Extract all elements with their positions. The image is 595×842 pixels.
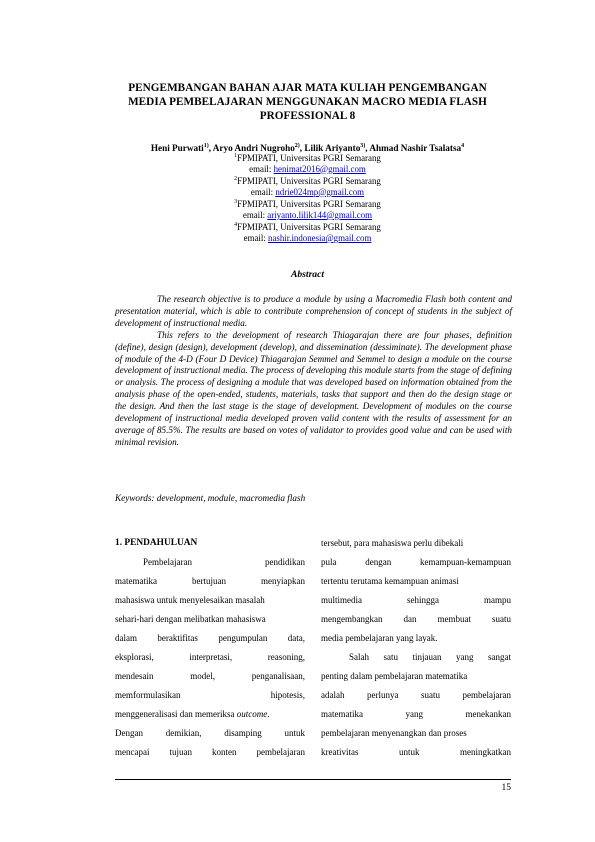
section-heading: 1. PENDAHULUAN: [115, 538, 198, 548]
left-column: [115, 534, 305, 762]
body-line: pembelajaran menyenangkan dan proses: [321, 728, 467, 738]
aff-1-institution: FPMIPATI, Universitas PGRI Semarang: [237, 152, 381, 163]
abstract-paragraph-2: This refers to the development of research Thiagarajan there are four phases, definition (define), design (design), development (develop), and dissemination (dessiminate). The development phase of module of the 4-D (Four D Device) Thiagarajan Semmel and Semmel to design a module on the course development of instructional media. The process of developing this module starts from the stage of defining or analysis. The process of designing a module that was developed based on information obtained from the analysis phase of the open-ended, students, materials, tasks that support and then do the design stage or the design. And then the last stage is the stage of development. Development of modules on the course development of instructional media developed proven valid content with the results of assessment for an average of 85.5%. The results are based on votes of validator to provides good value and can be used with minimal revision.: [115, 329, 512, 447]
body-line: tertentu terutama kemampuan animasi: [321, 576, 459, 586]
email-link-1[interactable]: henimat2016@gmail.com: [273, 163, 366, 174]
author-1-mark: 1): [203, 143, 209, 149]
body-line: matematika yang menekankan: [321, 709, 511, 719]
affiliation-3: [150, 197, 465, 210]
email-line-1: [150, 164, 465, 175]
paper-title: [95, 81, 520, 123]
email-link-2[interactable]: ndrie024mp@gmail.com: [275, 186, 365, 197]
body-line: adalah perlunya suatu pembelajaran: [321, 690, 511, 700]
email-link-3[interactable]: ariyanto.lilik144@gmail.com: [267, 209, 373, 220]
author-3-mark: 3): [360, 143, 366, 149]
body-line: mencapai tujuan konten pembelajaran: [115, 747, 305, 757]
body-line: sehari-hari dengan melibatkan mahasiswa: [115, 614, 266, 624]
body-line: matematika bertujuan menyiapkan: [115, 576, 305, 586]
abstract-body: [115, 294, 512, 449]
body-line: Salah satu tinjauan yang sangat: [349, 652, 511, 662]
title-line-1: PENGEMBANGAN BAHAN AJAR MATA KULIAH PENGEMBANGAN: [128, 82, 487, 94]
email-label: email:: [243, 233, 269, 244]
keywords: Keywords: development, module, macromedia flash: [115, 493, 306, 503]
body-line: mendesain model, penganalisaan,: [115, 671, 305, 681]
body-line: penting dalam pembelajaran matematika: [321, 671, 468, 681]
author-2: , Aryo Andri Nugroho: [208, 143, 295, 154]
email-label: email:: [249, 163, 274, 174]
aff-1-mark: 1: [234, 153, 238, 159]
body-line: eksplorasi, interpretasi, reasoning,: [115, 652, 305, 662]
aff-4-institution: FPMIPATI, Universitas PGRI Semarang: [237, 222, 381, 233]
aff-2-institution: FPMIPATI, Universitas PGRI Semarang: [237, 176, 381, 187]
body-line: Pembelajaran pendidikan: [143, 557, 305, 567]
body-line: tersebut, para mahasiswa perlu dibekali: [321, 538, 464, 548]
title-line-2: MEDIA PEMBELAJARAN MENGGUNAKAN MACRO MEDIA FLASH: [128, 96, 487, 108]
body-line: Dengan demikian, disamping untuk: [115, 728, 305, 738]
email-line-3: [150, 210, 465, 221]
author-4-mark: 4: [461, 143, 465, 149]
abstract-paragraph-1: The research objective is to produce a module by using a Macromedia Flash both content and presentation material, which is able to contribute comprehension of concept of students in the subject of development of instructional media.: [115, 294, 512, 328]
author-2-mark: 2): [294, 143, 300, 149]
body-line: pula dengan kemampuan-kemampuan: [321, 557, 511, 567]
email-label: email:: [250, 186, 276, 197]
affiliations: [150, 151, 465, 244]
right-column: [321, 534, 511, 762]
aff-2-mark: 2: [234, 176, 238, 183]
author-3: , Lilik Ariyanto: [299, 143, 361, 154]
author-1: Heni Purwati: [150, 143, 204, 154]
aff-3-institution: FPMIPATI, Universitas PGRI Semarang: [237, 199, 381, 210]
body-line: mengembangkan dan membuat suatu: [321, 614, 511, 624]
author-4: , Ahmad Nashir Tsalatsa: [365, 143, 462, 154]
page-number: 15: [501, 783, 511, 793]
email-label: email:: [242, 209, 268, 220]
affiliation-2: [150, 174, 465, 187]
aff-4-mark: 4: [234, 222, 238, 229]
title-line-3: PROFESSIONAL 8: [259, 110, 356, 122]
body-line: media pembelajaran yang layak.: [321, 633, 438, 643]
body-line: memformulasikan hipotesis,: [115, 690, 305, 700]
affiliation-1: [150, 151, 465, 164]
email-line-4: [150, 233, 465, 244]
body-line: multimedia sehingga mampu: [321, 595, 511, 605]
body-line: dalam beraktifitas pengumpulan data,: [115, 633, 305, 643]
abstract-heading: Abstract: [290, 269, 325, 280]
body-line: mahasiswa untuk menyelesaikan masalah: [115, 595, 265, 605]
email-link-4[interactable]: nashir.indonesia@gmail.com: [268, 233, 372, 244]
aff-3-mark: 3: [234, 199, 238, 206]
email-line-2: [150, 187, 465, 198]
footer-rule: [115, 779, 511, 780]
body-line: menggeneralisasi dan memeriksa outcome.: [115, 709, 270, 719]
body-line: kreativitas untuk meningkatkan: [321, 747, 511, 757]
affiliation-4: [150, 220, 465, 233]
